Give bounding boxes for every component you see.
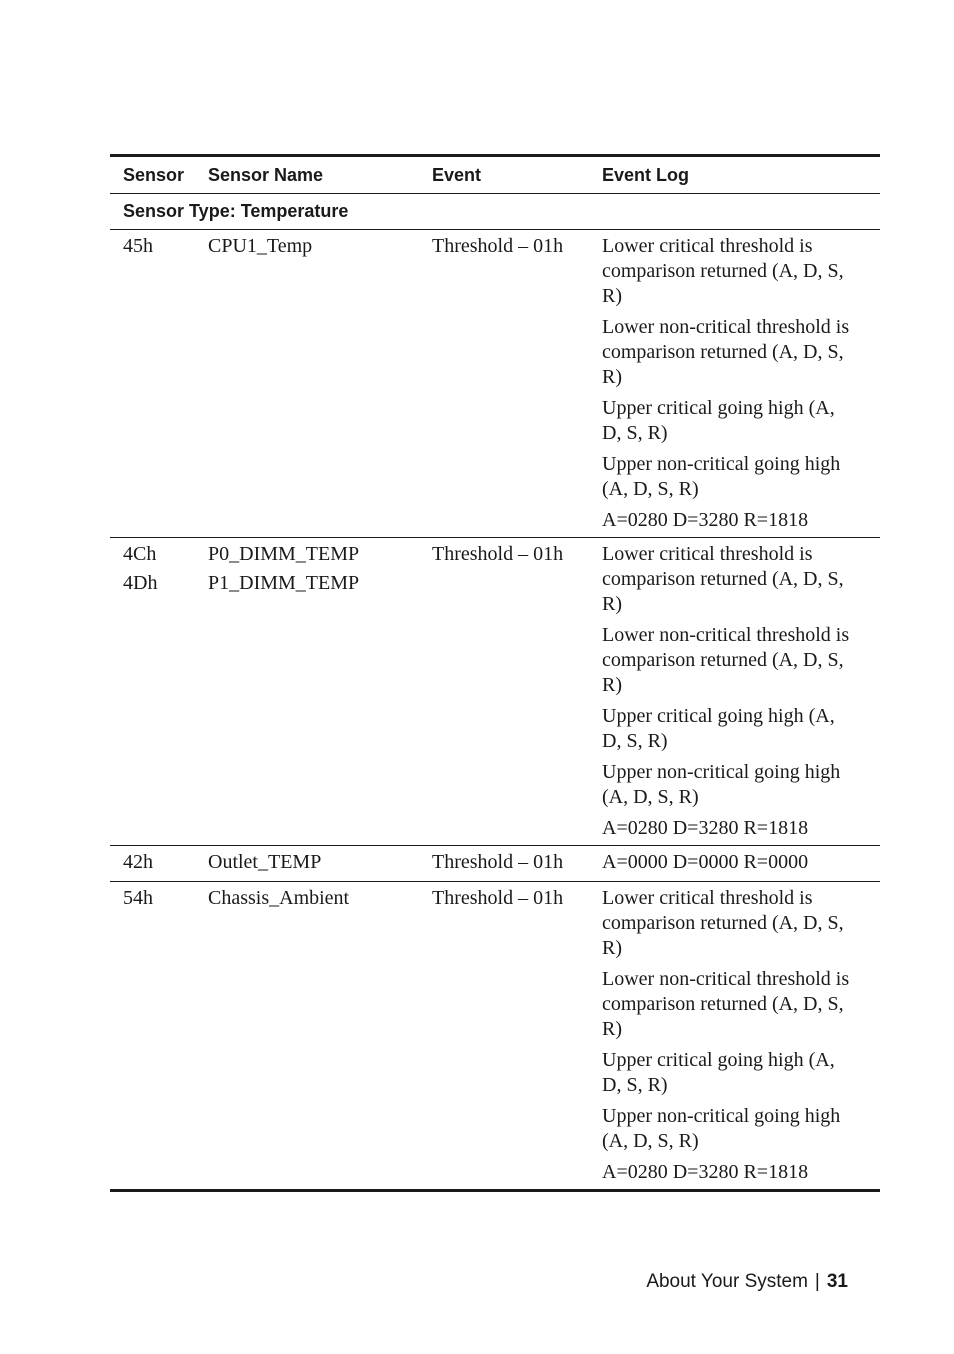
sensor-name: Chassis_Ambient bbox=[208, 887, 350, 909]
event-log-entry: Lower critical threshold is comparison returned (A, D, S, R) bbox=[602, 887, 844, 959]
table-row bbox=[110, 538, 880, 846]
table-row bbox=[110, 882, 880, 1189]
event-log-entry: Lower critical threshold is comparison returned (A, D, S, R) bbox=[602, 543, 844, 615]
sensor-id-cell bbox=[110, 542, 208, 841]
event-cell: Threshold – 01h bbox=[432, 851, 564, 873]
sensor-name-cell bbox=[208, 886, 432, 1185]
sensor-name: P0_DIMM_TEMP bbox=[208, 543, 360, 565]
sensor-id-cell bbox=[110, 850, 208, 877]
event-log-entry: Lower non-critical threshold is comparison returned (A, D, S, R) bbox=[602, 624, 850, 696]
table-row bbox=[110, 230, 880, 538]
event-log-entry: A=0000 D=0000 R=0000 bbox=[602, 851, 809, 873]
sensor-name: Outlet_TEMP bbox=[208, 851, 322, 873]
table-body bbox=[110, 230, 880, 1189]
sensor-id: 45h bbox=[123, 235, 153, 257]
sensor-id: 42h bbox=[123, 851, 153, 873]
table-row bbox=[110, 846, 880, 882]
event-log-entry: Upper non-critical going high (A, D, S, R) bbox=[602, 1105, 841, 1152]
sensor-name-cell bbox=[208, 234, 432, 533]
header-sensor: Sensor bbox=[123, 164, 185, 185]
sensor-id-cell bbox=[110, 886, 208, 1185]
event-log-entry: Lower non-critical threshold is comparison returned (A, D, S, R) bbox=[602, 968, 850, 1040]
event-log-entry: Upper critical going high (A, D, S, R) bbox=[602, 397, 835, 444]
header-sensor-name: Sensor Name bbox=[208, 164, 324, 185]
event-log-entry: Lower critical threshold is comparison returned (A, D, S, R) bbox=[602, 235, 844, 307]
sensor-name: CPU1_Temp bbox=[208, 235, 313, 257]
sensor-name-cell bbox=[208, 542, 432, 841]
sensor-name-cell bbox=[208, 850, 432, 877]
sensor-id-cell bbox=[110, 234, 208, 533]
event-log-entry: Upper non-critical going high (A, D, S, R) bbox=[602, 761, 841, 808]
event-log-cell bbox=[602, 542, 857, 841]
footer-section-title: About Your System bbox=[646, 1271, 808, 1292]
event-log-cell bbox=[602, 234, 857, 533]
header-event-log: Event Log bbox=[602, 164, 690, 185]
page-number: 31 bbox=[826, 1271, 848, 1292]
sensor-id: 4Ch bbox=[123, 543, 157, 565]
event-log-entry: A=0280 D=3280 R=1818 bbox=[602, 509, 809, 531]
event-log-cell bbox=[602, 886, 857, 1185]
header-event: Event bbox=[432, 164, 482, 185]
event-log-entry: Lower non-critical threshold is comparison returned (A, D, S, R) bbox=[602, 316, 850, 388]
page-footer bbox=[646, 1271, 848, 1293]
event-log-cell bbox=[602, 850, 857, 877]
table-header bbox=[110, 157, 880, 194]
sensor-id: 4Dh bbox=[123, 572, 158, 594]
event-log-entry: Upper critical going high (A, D, S, R) bbox=[602, 1049, 835, 1096]
event-cell: Threshold – 01h bbox=[432, 887, 564, 909]
sensor-id: 54h bbox=[123, 887, 153, 909]
event-log-entry: Upper critical going high (A, D, S, R) bbox=[602, 705, 835, 752]
event-log-entry: A=0280 D=3280 R=1818 bbox=[602, 1161, 809, 1183]
event-log-entry: A=0280 D=3280 R=1818 bbox=[602, 817, 809, 839]
sensor-table bbox=[110, 154, 880, 1192]
sensor-name: P1_DIMM_TEMP bbox=[208, 572, 360, 594]
event-cell: Threshold – 01h bbox=[432, 235, 564, 257]
event-cell: Threshold – 01h bbox=[432, 543, 564, 565]
footer-separator: | bbox=[814, 1271, 820, 1292]
section-heading: Sensor Type: Temperature bbox=[110, 194, 880, 230]
event-log-entry: Upper non-critical going high (A, D, S, R) bbox=[602, 453, 841, 500]
